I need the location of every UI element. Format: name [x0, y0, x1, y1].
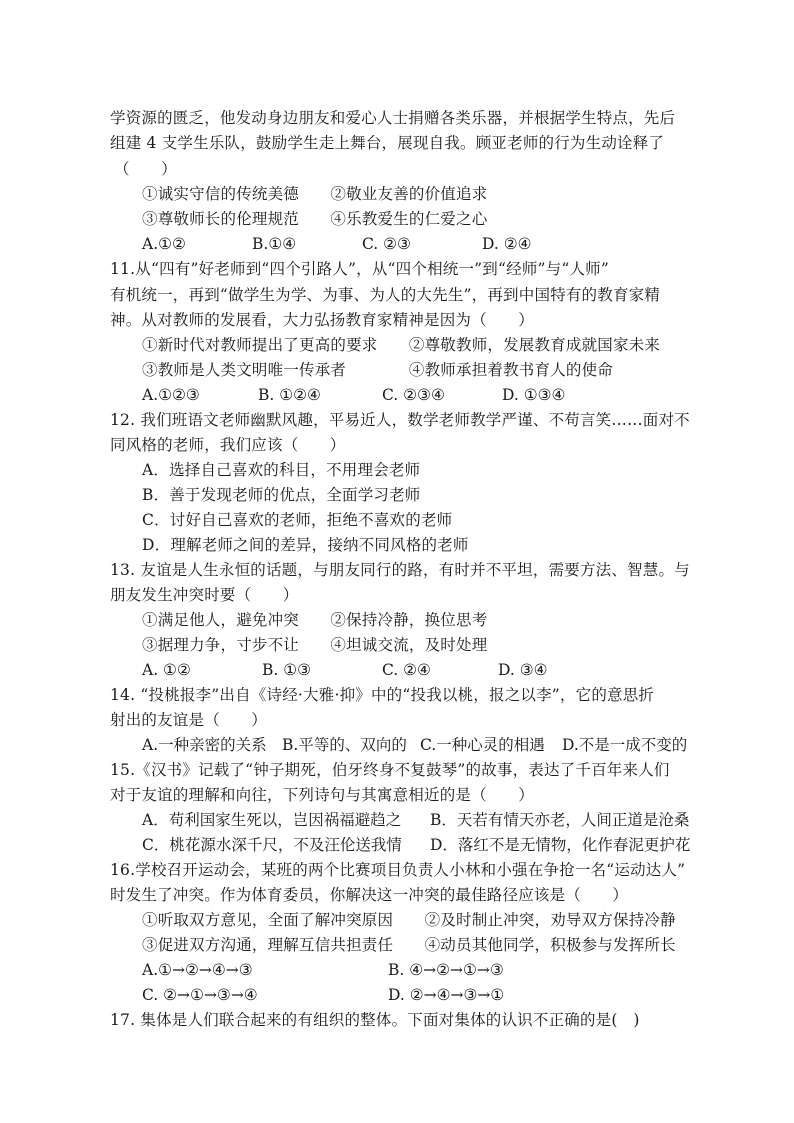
q11-statements-2: ③教师是人类文明唯一传承者 ④教师承担着教书育人的使命 [142, 361, 614, 379]
q16-statements-1: ①听取双方意见，全面了解冲突原因 ②及时制止冲突，劝导双方保持冷静 [142, 911, 676, 929]
q10-statements-2: ③尊敬师长的伦理规范 ④乐教爱生的仁爱之心 [142, 210, 488, 228]
q14-option-b[interactable]: B.平等的、双向的 [282, 736, 407, 754]
q12-option-d[interactable]: D．理解老师之间的差异，接纳不同风格的老师 [142, 536, 469, 554]
q16-stem-line-2: 时发生了冲突。作为体育委员，你解决这一冲突的最佳路径应该是（ ） [110, 886, 629, 904]
q11-stem-line-1: 11.从“四有”好老师到“四个引路人”，从“四个相统一”到“经师”与“人师” [110, 260, 609, 278]
q13-option-d[interactable]: D. ③④ [498, 661, 548, 679]
q16-stem-line-1: 16.学校召开运动会，某班的两个比赛项目负责人小林和小强在争抢一名“运动达人” [110, 861, 686, 879]
q15-option-d[interactable]: D．落红不是无情物，化作春泥更护花 [430, 836, 691, 854]
q11-stem-line-2: 有机统一，再到“做学生为学、为事、为人的大先生”，再到中国特有的教育家精 [110, 286, 661, 304]
q11-option-c[interactable]: C. ②③④ [382, 386, 445, 404]
q15-option-b[interactable]: B．天若有情天亦老，人间正道是沧桑 [430, 811, 690, 829]
q15-stem-line-1: 15.《汉书》记载了“钟子期死，伯牙终身不复鼓琴”的故事，表达了千百年来人们 [110, 761, 670, 779]
q13-statements-2: ③据理力争，寸步不让 ④坦诚交流，及时处理 [142, 636, 488, 654]
q12-option-c[interactable]: C．讨好自己喜欢的老师，拒绝不喜欢的老师 [142, 511, 453, 529]
q11-option-b[interactable]: B. ①②④ [258, 386, 321, 404]
q15-option-c[interactable]: C．桃花源水深千尺，不及汪伦送我情 [142, 836, 402, 854]
q16-option-d[interactable]: D. ②→④→③→① [388, 986, 505, 1004]
q10-stem-line-1: 学资源的匮乏，他发动身边朋友和爱心人士捐赠各类乐器，并根据学生特点，先后 [110, 109, 676, 127]
q14-option-c[interactable]: C.一种心灵的相遇 [420, 736, 545, 754]
q12-option-b[interactable]: B．善于发现老师的优点，全面学习老师 [142, 486, 421, 504]
q13-option-b[interactable]: B. ①③ [262, 661, 312, 679]
q16-option-b[interactable]: B. ④→②→①→③ [388, 961, 504, 979]
q17-stem-line-1: 17. 集体是人们联合起来的有组织的整体。下面对集体的认识不正确的是( ) [110, 1011, 640, 1029]
q13-stem-line-1: 13. 友谊是人生永恒的话题，与朋友同行的路，有时并不平坦，需要方法、智慧。与 [110, 561, 690, 579]
q10-option-d[interactable]: D. ②④ [482, 235, 532, 253]
q15-stem-line-2: 对于友谊的理解和向往，下列诗句与其寓意相近的是（ ） [110, 786, 534, 804]
q16-option-a[interactable]: A.①→②→④→③ [142, 961, 253, 979]
q15-option-a[interactable]: A．苟利国家生死以，岂因祸福避趋之 [142, 811, 402, 829]
q10-answer-bracket: （ ） [114, 160, 177, 178]
q11-option-a[interactable]: A.①②③ [142, 386, 200, 404]
q13-stem-line-2: 朋友发生冲突时要（ ） [110, 586, 299, 604]
q16-statements-2: ③促进双方沟通，理解互信共担责任 ④动员其他同学，积极参与发挥所长 [142, 936, 676, 954]
q10-option-b[interactable]: B.①④ [252, 235, 297, 253]
q13-option-c[interactable]: C. ②④ [382, 661, 431, 679]
q12-stem-line-2: 同风格的老师，我们应该（ ） [110, 436, 346, 454]
q12-option-a[interactable]: A．选择自己喜欢的科目，不用理会老师 [142, 461, 421, 479]
q10-statements-1: ①诚实守信的传统美德 ②敬业友善的价值追求 [142, 185, 488, 203]
q13-statements-1: ①满足他人，避免冲突 ②保持冷静，换位思考 [142, 611, 488, 629]
q10-option-c[interactable]: C. ②③ [362, 235, 411, 253]
q14-stem-line-2: 射出的友谊是（ ） [110, 711, 268, 729]
q11-statements-1: ①新时代对教师提出了更高的要求 ②尊敬教师，发展教育成就国家未来 [142, 336, 661, 354]
q11-stem-line-3: 神。从对教师的发展看，大力弘扬教育家精神是因为（ ） [110, 311, 534, 329]
q14-stem-line-1: 14. “投桃报李”出自《诗经·大雅·抑》中的“投我以桃，报之以李”，它的意思折 [110, 686, 655, 704]
q10-option-a[interactable]: A.①② [142, 235, 186, 253]
q11-option-d[interactable]: D. ①③④ [502, 386, 566, 404]
q12-stem-line-1: 12. 我们班语文老师幽默风趣，平易近人，数学老师教学严谨、不苟言笑……面对不 [110, 411, 690, 429]
q13-option-a[interactable]: A. ①② [142, 661, 191, 679]
q16-option-c[interactable]: C. ②→①→③→④ [142, 986, 258, 1004]
q10-stem-line-2: 组建 4 支学生乐队，鼓励学生走上舞台，展现自我。顾亚老师的行为生动诠释了 [110, 134, 665, 152]
q14-option-d[interactable]: D.不是一成不变的 [562, 736, 688, 754]
q14-option-a[interactable]: A.一种亲密的关系 [142, 736, 267, 754]
